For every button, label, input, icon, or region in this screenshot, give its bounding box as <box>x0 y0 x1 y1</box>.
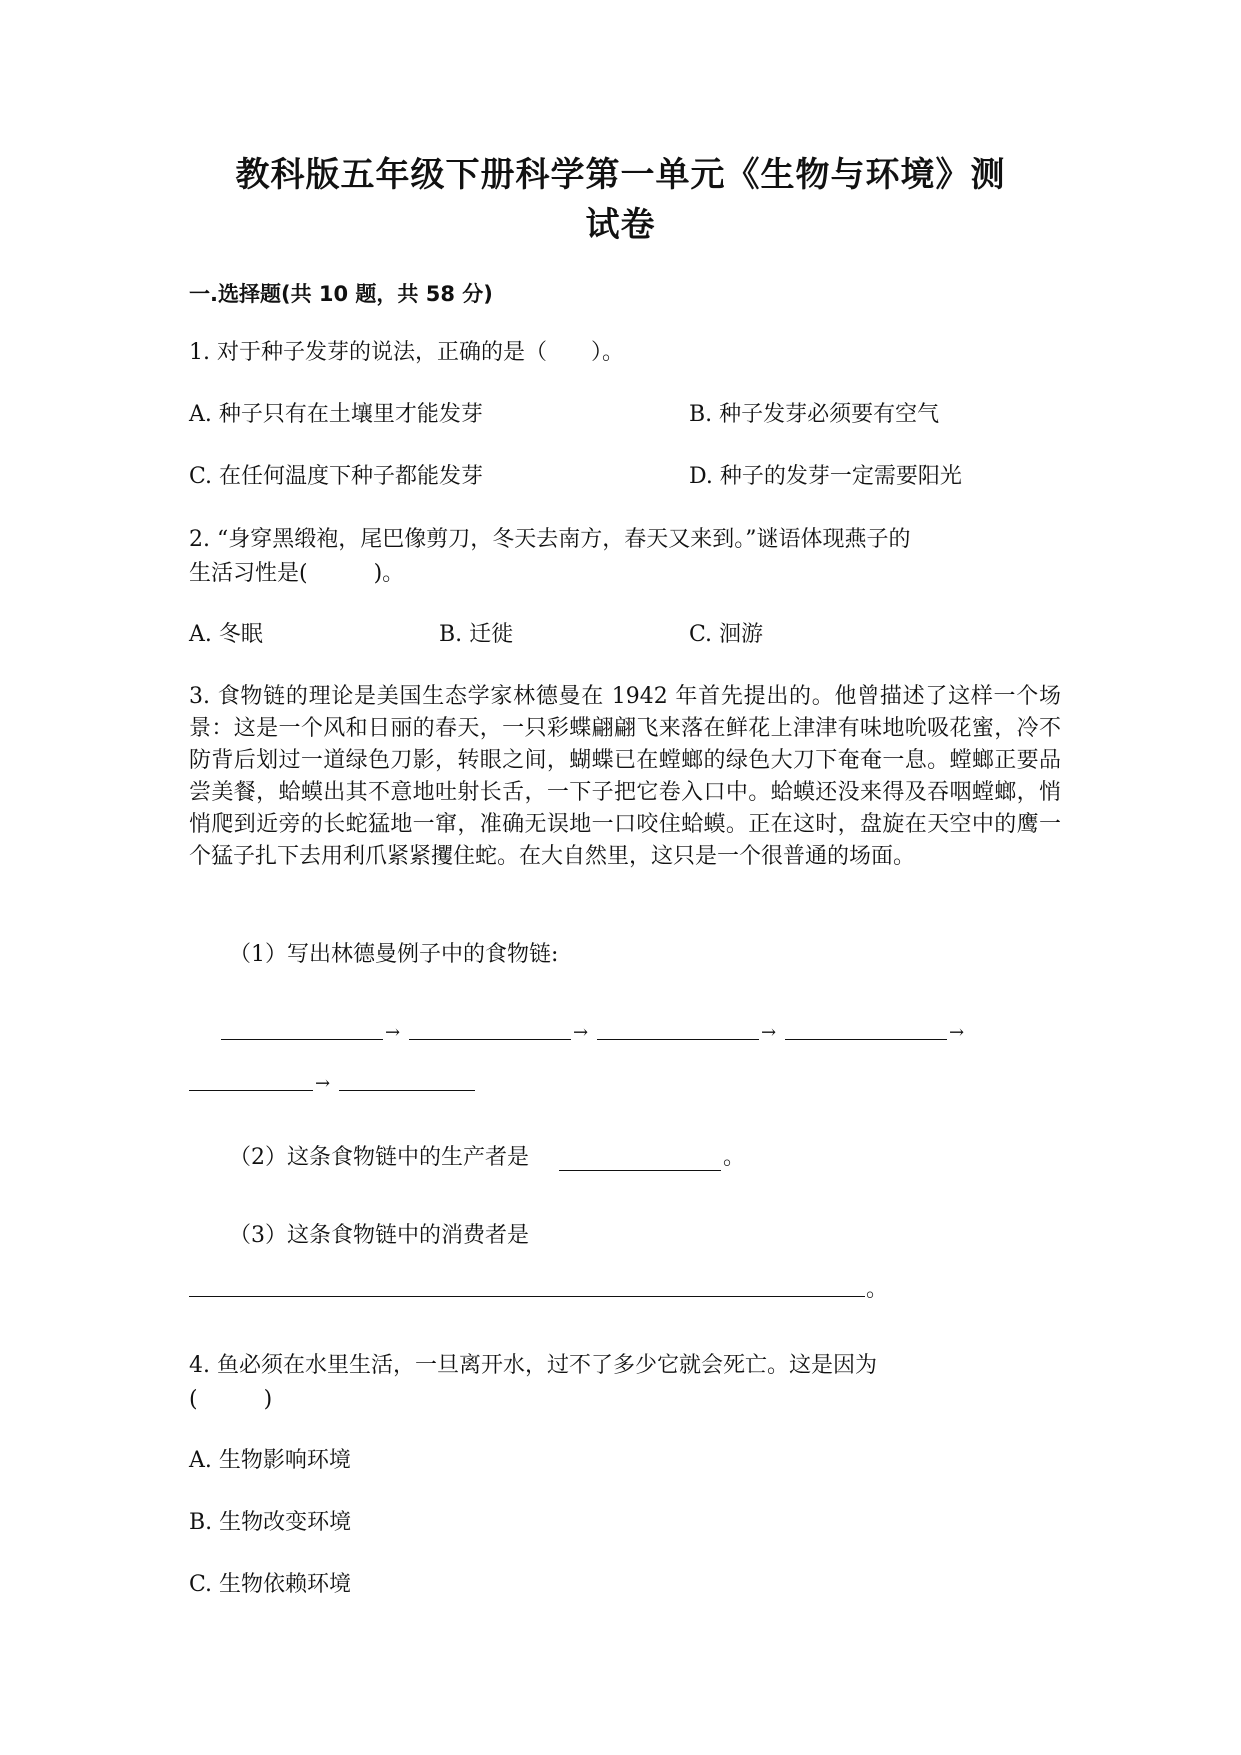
question-2-option-c[interactable]: C. 洄游 <box>689 622 764 647</box>
food-chain-arrow-3: → <box>761 1022 777 1043</box>
question-3-passage: 3. 食物链的理论是美国生态学家林德曼在 1942 年首先提出的。他曾描述了这样一个场景：这是一个风和日丽的春天，一只彩蝶翩翩飞来落在鲜花上津津有味地吮吸花蜜，冷不防背后划过一道绿色刀影，转眼之间，蝴蝶已在螳螂的绿色大刀下奄奄一息。螳螂正要品尝美餐，蛤蟆出其不意地吐射长舌，一下子把它卷入口中。蛤蟆还没来得及吞咽螳螂，悄悄爬到近旁的长蛇猛地一窜，准确无误地一口咬住蛤蟆。正在这时，盘旋在天空中的鹰一个猛子扎下去用利爪紧紧攫住蛇。在大自然里，这只是一个很普通的场面。 <box>189 684 1061 869</box>
question-4-stem-line1: 4. 鱼必须在水里生活，一旦离开水，过不了多少它就会死亡。这是因为 <box>189 1353 877 1378</box>
food-chain-blank-6[interactable] <box>339 1090 475 1091</box>
question-1-option-c[interactable]: C. 在任何温度下种子都能发芽 <box>189 464 484 489</box>
producer-blank[interactable] <box>559 1170 721 1171</box>
food-chain-blank-5[interactable] <box>189 1090 313 1091</box>
question-4-option-a[interactable]: A. 生物影响环境 <box>189 1448 351 1473</box>
consumer-blank[interactable] <box>189 1296 865 1297</box>
food-chain-blank-3[interactable] <box>597 1039 759 1040</box>
question-1-option-a[interactable]: A. 种子只有在土壤里才能发芽 <box>189 402 483 427</box>
food-chain-arrow-5: → <box>315 1073 331 1094</box>
question-3-sub2: （2）这条食物链中的生产者是 <box>229 1145 529 1170</box>
question-2-option-b[interactable]: B. 迁徙 <box>439 622 514 647</box>
question-4-option-b[interactable]: B. 生物改变环境 <box>189 1510 352 1535</box>
question-1-stem: 1. 对于种子发芽的说法，正确的是（ ）。 <box>189 340 624 365</box>
question-4-stem-line2: ( ) <box>189 1387 273 1412</box>
question-3-sub3: （3）这条食物链中的消费者是 <box>229 1223 529 1248</box>
question-2-stem-line2: 生活习性是( )。 <box>189 561 405 586</box>
question-4-option-c[interactable]: C. 生物依赖环境 <box>189 1572 352 1597</box>
question-3-sub1: （1）写出林德曼例子中的食物链: <box>229 942 559 967</box>
question-2-option-a[interactable]: A. 冬眠 <box>189 622 263 647</box>
question-2-stem-line1: 2. “身穿黑缎袍，尾巴像剪刀，冬天去南方，春天又来到。”谜语体现燕子的 <box>189 527 911 552</box>
food-chain-arrow-2: → <box>573 1022 589 1043</box>
food-chain-blank-1[interactable] <box>221 1039 383 1040</box>
page-title-line1: 教科版五年级下册科学第一单元《生物与环境》测 <box>235 155 1006 195</box>
page-title-line2: 试卷 <box>585 205 656 245</box>
section-heading: 一.选择题(共 10 题，共 58 分) <box>189 282 493 306</box>
question-3-sub2-end: 。 <box>723 1145 746 1170</box>
question-1-option-b[interactable]: B. 种子发芽必须要有空气 <box>689 402 940 427</box>
question-1-option-d[interactable]: D. 种子的发芽一定需要阳光 <box>689 464 962 489</box>
question-3-sub3-end: 。 <box>866 1277 889 1302</box>
food-chain-blank-4[interactable] <box>785 1039 947 1040</box>
food-chain-arrow-1: → <box>385 1022 401 1043</box>
food-chain-arrow-4: → <box>949 1022 965 1043</box>
food-chain-blank-2[interactable] <box>409 1039 571 1040</box>
